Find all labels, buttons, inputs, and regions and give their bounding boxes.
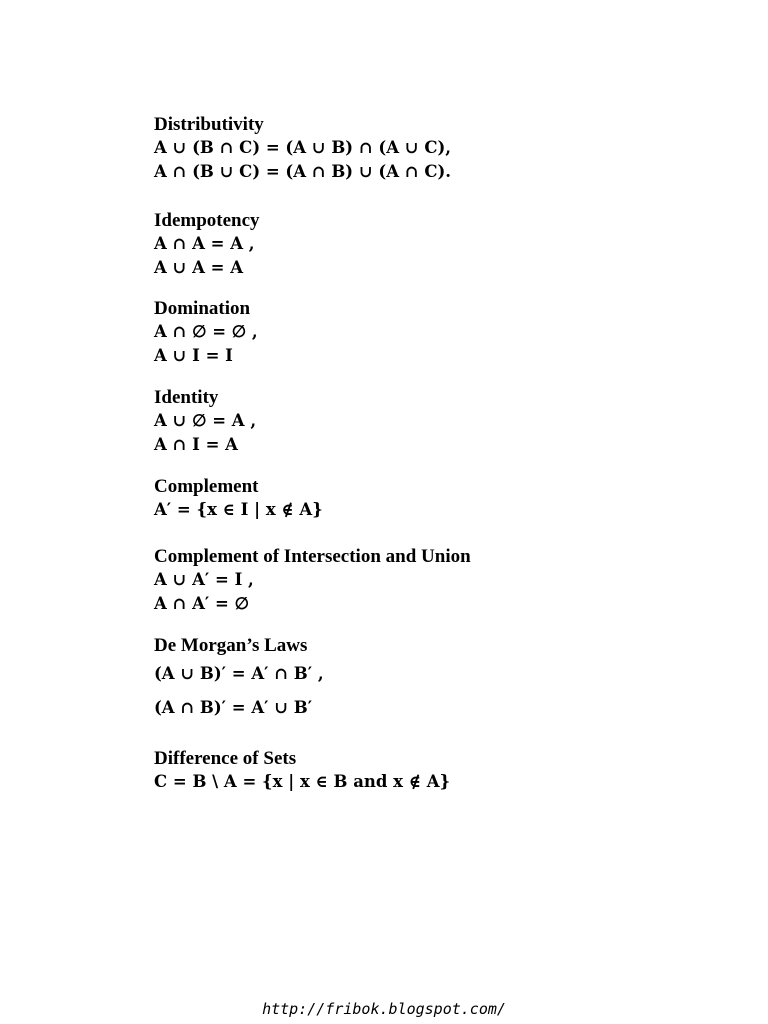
section-identity [154,387,714,457]
section-heading: Difference of Sets [154,748,297,769]
formula-line: A ∪ A′ = I , [154,570,254,589]
section-distributivity [154,114,714,184]
footer-url: http://fribok.blogspot.com/ [262,1000,506,1018]
formula-line: A ∪ A = A [154,258,244,277]
formula-line: A ∩ ∅ = ∅ , [154,322,258,341]
formula-line: A ∩ A = A , [154,234,255,253]
formula-line: A′ = {x ∈ I | x ∉ A} [154,500,323,519]
formula-line: A ∪ (B ∩ C) = (A ∪ B) ∩ (A ∪ C), [154,138,452,157]
section-complement-intersection-union [154,546,714,616]
section-idempotency [154,210,714,280]
section-heading: Idempotency [154,210,260,231]
section-heading: Identity [154,387,219,408]
formula-line: (A ∩ B)′ = A′ ∪ B′ [154,698,313,717]
formula-line: A ∩ I = A [154,435,238,454]
section-heading: Distributivity [154,114,264,135]
formula-line: A ∩ (B ∪ C) = (A ∩ B) ∪ (A ∩ C). [154,162,452,181]
formula-line: A ∩ A′ = ∅ [154,594,249,613]
section-difference-of-sets [154,748,714,794]
formula-line: C = B \ A = {x | x ∈ B and x ∉ A} [154,772,451,791]
formula-line: (A ∪ B)′ = A′ ∩ B′ , [154,664,324,683]
formula-line: A ∪ ∅ = A , [154,411,257,430]
section-heading: Domination [154,298,251,319]
section-domination [154,298,714,368]
section-complement [154,476,714,522]
section-heading: Complement [154,476,259,497]
section-heading: Complement of Intersection and Union [154,546,471,567]
section-heading: De Morgan’s Laws [154,635,308,656]
section-de-morgans-laws [154,635,714,725]
formula-line: A ∪ I = I [154,346,233,365]
